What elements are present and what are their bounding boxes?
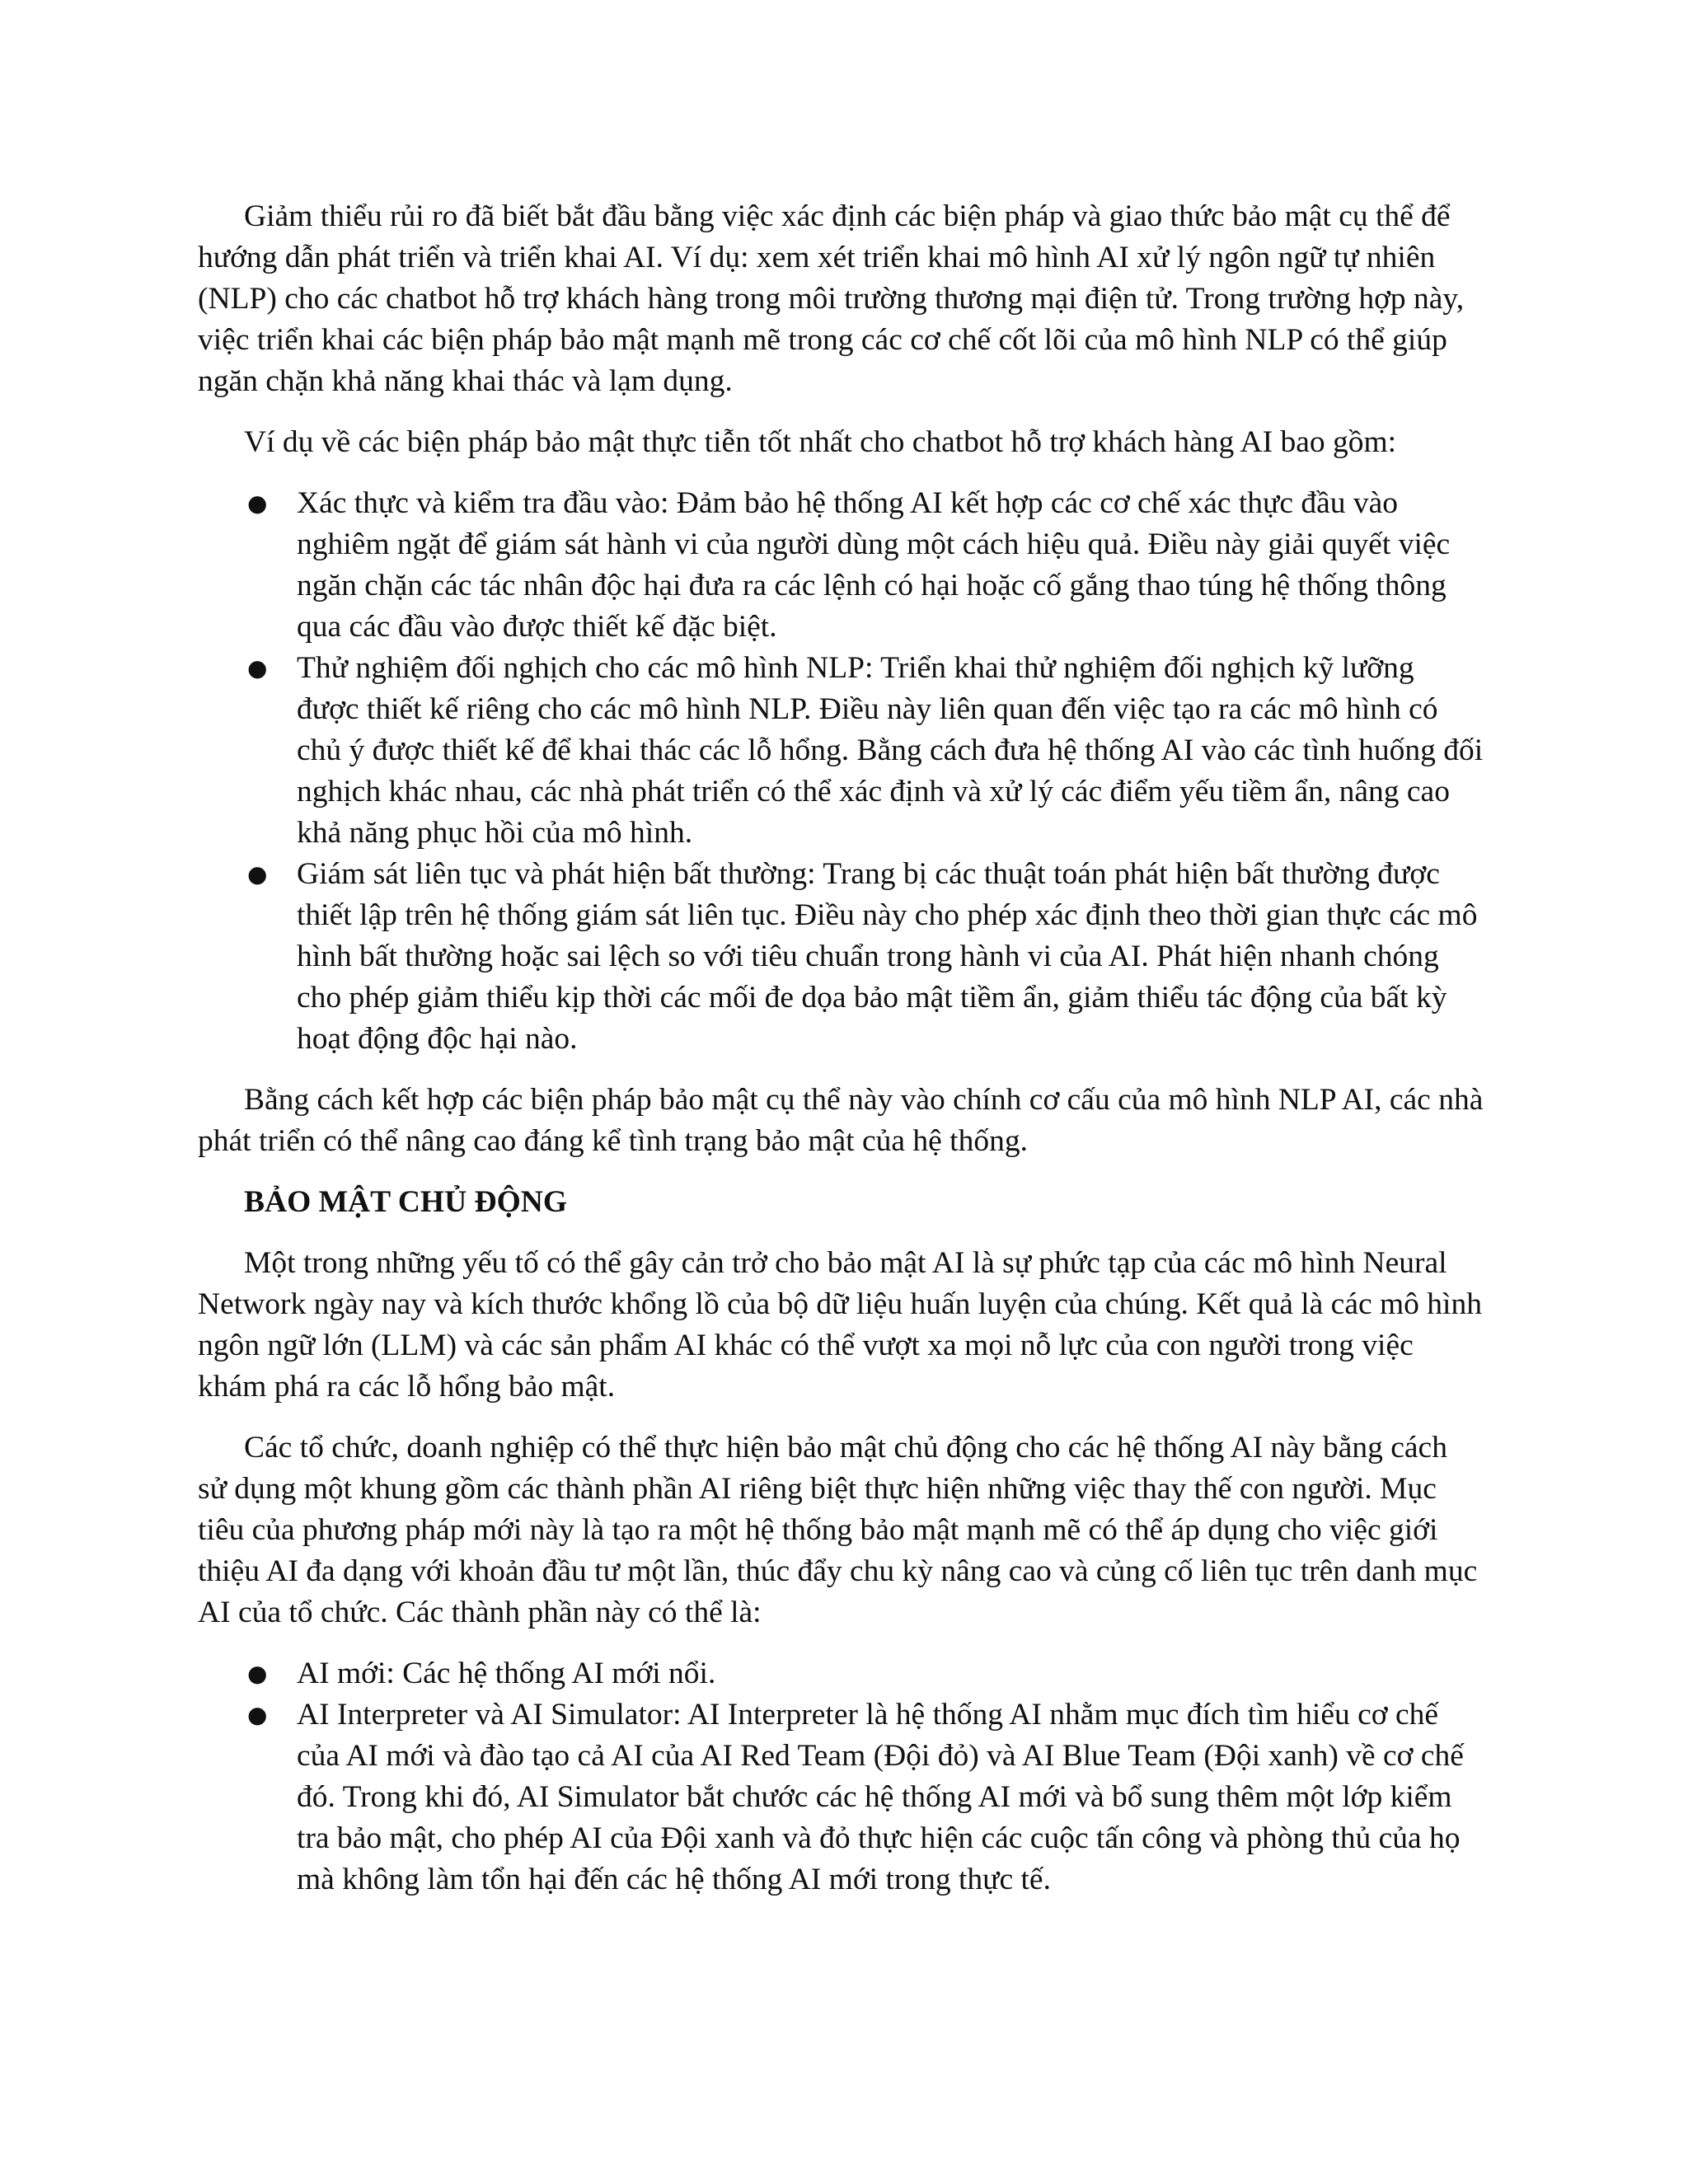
section-heading: BẢO MẬT CHỦ ĐỘNG	[244, 1185, 568, 1219]
bullet-icon: ●	[247, 490, 268, 517]
bullet-list-best-practices	[198, 483, 1484, 1060]
bullet-icon: ●	[247, 860, 268, 888]
paragraph-conclusion: Bằng cách kết hợp các biện pháp bảo mật cụ thể này vào chính cơ cấu của mô hình NLP AI, các nhà phát triển có thể nâng cao đáng kể tình trạng bảo mật của hệ thống.	[198, 1083, 1484, 1158]
list-item	[198, 648, 1484, 854]
list-item-text: AI Interpreter và AI Simulator: AI Interpreter là hệ thống AI nhằm mục đích tìm hiểu cơ chế của AI mới và đào tạo cả AI của AI Red Team (Đội đỏ) và AI Blue Team (Đội xanh) về cơ chế đó. Trong khi đó, AI Simulator bắt chước các hệ thống AI mới và bổ sung thêm một lớp kiểm tra bảo mật, cho phép AI của Đội xanh và đỏ thực hiện các cuộc tấn công và phòng thủ của họ mà không làm tổn hại đến các hệ thống AI mới trong thực tế.	[297, 1698, 1464, 1896]
list-item-text: AI mới: Các hệ thống AI mới nổi.	[297, 1657, 716, 1690]
list-item-text: Giám sát liên tục và phát hiện bất thường: Trang bị các thuật toán phát hiện bất thường được thiết lập trên hệ thống giám sát liên tục. Điều này cho phép xác định theo thời gian thực các mô hình bất thường hoặc sai lệch so với tiêu chuẩn trong hành vi của AI. Phát hiện nhanh chóng cho phép giảm thiểu kịp thời các mối đe dọa bảo mật tiềm ẩn, giảm thiểu tác động của bất kỳ hoạt động độc hại nào.	[297, 857, 1478, 1056]
paragraph-intro: Giảm thiểu rủi ro đã biết bắt đầu bằng việc xác định các biện pháp và giao thức bảo mật cụ thể để hướng dẫn phát triển và triển khai AI. Ví dụ: xem xét triển khai mô hình AI xử lý ngôn ngữ tự nhiên (NLP) cho các chatbot hỗ trợ khách hàng trong môi trường thương mại điện tử. Trong trường hợp này, việc triển khai các biện pháp bảo mật mạnh mẽ trong các cơ chế cốt lõi của mô hình NLP có thể giúp ngăn chặn khả năng khai thác và lạm dụng.	[198, 199, 1465, 398]
list-item	[198, 1653, 1484, 1694]
list-item	[198, 854, 1484, 1060]
list-item-text: Xác thực và kiểm tra đầu vào: Đảm bảo hệ thống AI kết hợp các cơ chế xác thực đầu vào nghiêm ngặt để giám sát hành vi của người dùng một cách hiệu quả. Điều này giải quyết việc ngăn chặn các tác nhân độc hại đưa ra các lệnh có hại hoặc cố gắng thao túng hệ thống thông qua các đầu vào được thiết kế đặc biệt.	[297, 486, 1451, 644]
bullet-icon: ●	[247, 654, 268, 682]
document-page	[198, 196, 1484, 1920]
list-item	[198, 1694, 1484, 1900]
bullet-list-components	[198, 1653, 1484, 1900]
bullet-icon: ●	[247, 1660, 268, 1687]
list-item	[198, 483, 1484, 648]
paragraph-complexity: Một trong những yếu tố có thể gây cản trở cho bảo mật AI là sự phức tạp của các mô hình Neural Network ngày nay và kích thước khổng lồ của bộ dữ liệu huấn luyện của chúng. Kết quả là các mô hình ngôn ngữ lớn (LLM) và các sản phẩm AI khác có thể vượt xa mọi nỗ lực của con người trong việc khám phá ra các lỗ hổng bảo mật.	[198, 1246, 1482, 1404]
bullet-icon: ●	[247, 1701, 268, 1728]
paragraph-proactive-security: Các tổ chức, doanh nghiệp có thể thực hiện bảo mật chủ động cho các hệ thống AI này bằng cách sử dụng một khung gồm các thành phần AI riêng biệt thực hiện những việc thay thế con người. Mục tiêu của phương pháp mới này là tạo ra một hệ thống bảo mật mạnh mẽ có thể áp dụng cho việc giới thiệu AI đa dạng với khoản đầu tư một lần, thúc đẩy chu kỳ nâng cao và củng cố liên tục trên danh mục AI của tổ chức. Các thành phần này có thể là:	[198, 1431, 1478, 1629]
paragraph-examples-lead: Ví dụ về các biện pháp bảo mật thực tiễn tốt nhất cho chatbot hỗ trợ khách hàng AI bao gồm:	[244, 425, 1397, 459]
list-item-text: Thử nghiệm đối nghịch cho các mô hình NLP: Triển khai thử nghiệm đối nghịch kỹ lưỡng được thiết kế riêng cho các mô hình NLP. Điều này liên quan đến việc tạo ra các mô hình có chủ ý được thiết kế để khai thác các lỗ hổng. Bằng cách đưa hệ thống AI vào các tình huống đối nghịch khác nhau, các nhà phát triển có thể xác định và xử lý các điểm yếu tiềm ẩn, nâng cao khả năng phục hồi của mô hình.	[297, 651, 1484, 850]
